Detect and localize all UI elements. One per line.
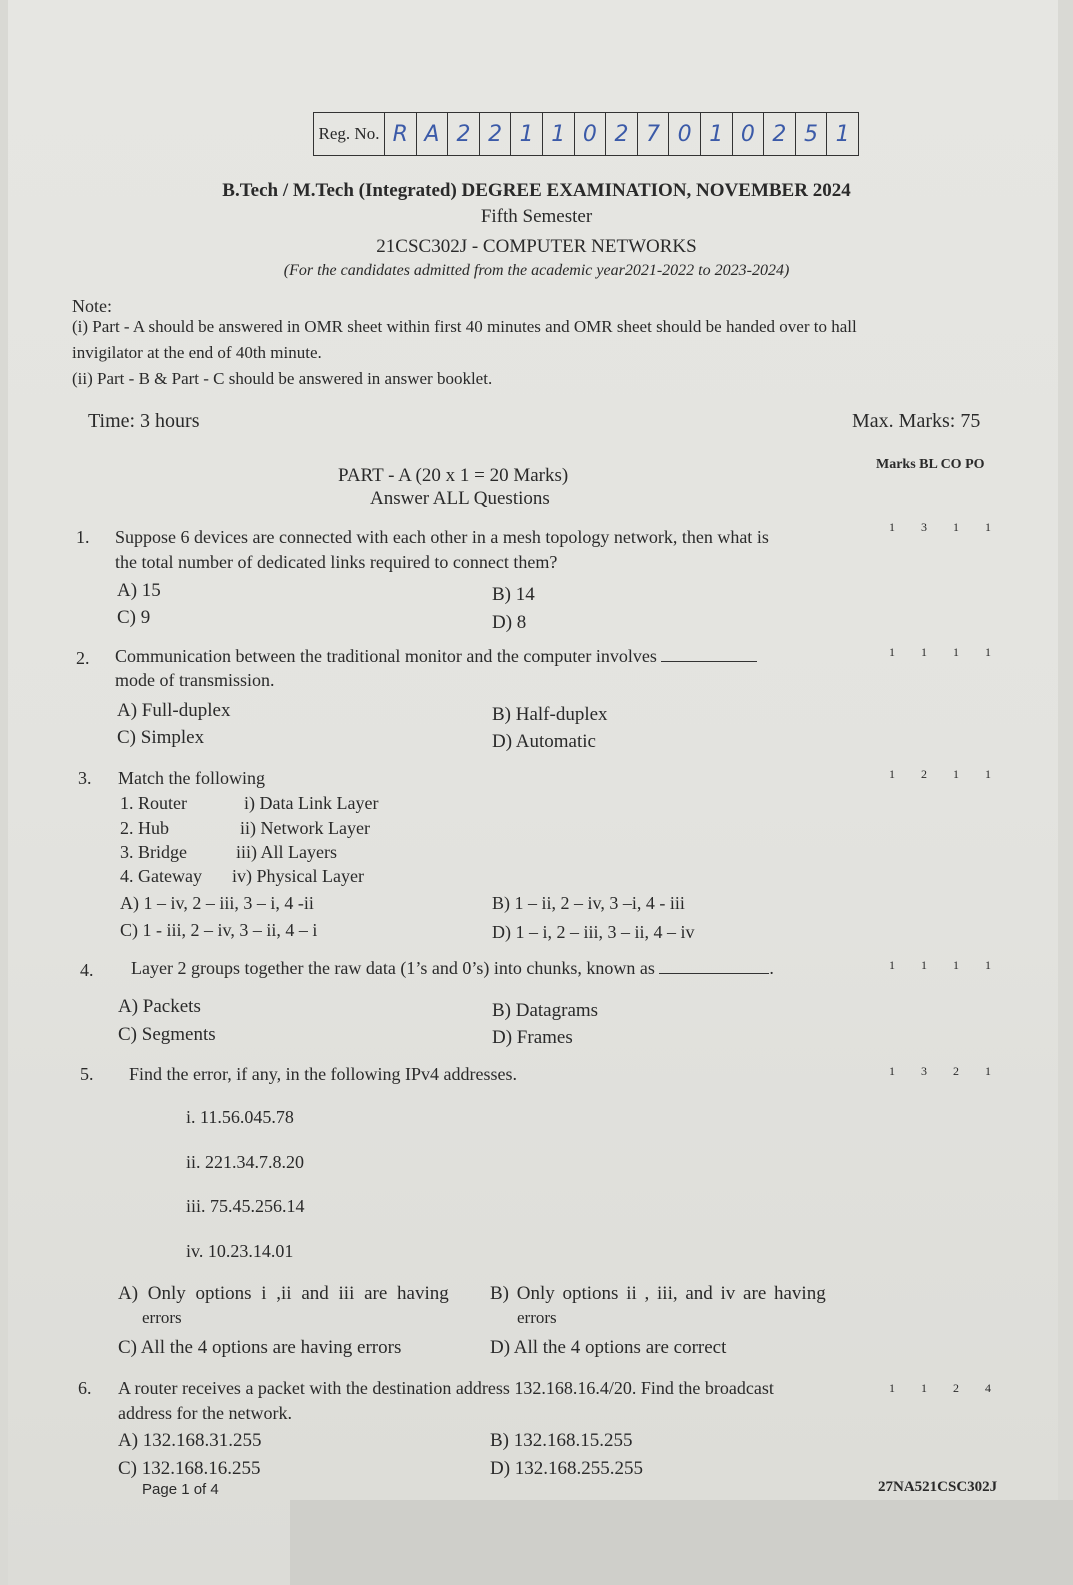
- option-d: D) Automatic: [492, 731, 596, 752]
- marks: 1: [889, 645, 895, 659]
- question-number: 3.: [78, 768, 92, 788]
- option-c: C) All the 4 options are having errors: [118, 1337, 402, 1358]
- question-text: Match the following: [118, 768, 265, 788]
- co: 1: [953, 958, 959, 972]
- option-c: C) 9: [117, 607, 151, 628]
- match-left: 1. Router: [120, 793, 187, 813]
- question-number: 1.: [76, 527, 90, 547]
- option-d: D) 8: [492, 612, 527, 633]
- question-text-cont: mode of transmission.: [115, 670, 275, 690]
- option-b: B) 132.168.15.255: [490, 1430, 633, 1451]
- option-a: A) 15: [117, 580, 161, 601]
- bl: 1: [921, 958, 927, 972]
- option-b: B) Only options ii , iii, and iv are having: [490, 1283, 826, 1304]
- reg-digit: 0: [733, 113, 765, 155]
- option-a: A) Only options i ,ii and iii are having: [118, 1283, 449, 1304]
- marks: 1: [889, 767, 895, 781]
- question-text: [115, 646, 757, 667]
- match-right: ii) Network Layer: [240, 818, 370, 838]
- marks-row: [876, 520, 1004, 535]
- reg-digit: 2: [764, 113, 796, 155]
- co: 2: [953, 1381, 959, 1395]
- ip-item: iv. 10.23.14.01: [186, 1241, 294, 1261]
- max-marks: Max. Marks: 75: [852, 410, 981, 432]
- ip-item: i. 11.56.045.78: [186, 1107, 294, 1127]
- match-left: 2. Hub: [120, 818, 169, 838]
- co: 2: [953, 1064, 959, 1078]
- bl: 3: [921, 520, 927, 534]
- note-line-2: (ii) Part - B & Part - C should be answered in answer booklet.: [72, 369, 493, 388]
- match-right: iii) All Layers: [236, 842, 337, 862]
- option-d: D) 1 – i, 2 – iii, 3 – ii, 4 – iv: [492, 922, 695, 942]
- question-text: Layer 2 groups together the raw data (1’s and 0’s) into chunks, known as .: [131, 958, 774, 978]
- marks-row: [876, 645, 1004, 660]
- co: 1: [953, 645, 959, 659]
- semester: Fifth Semester: [480, 206, 593, 227]
- option-d: D) 132.168.255.255: [490, 1458, 644, 1479]
- time-allowed: Time: 3 hours: [88, 410, 200, 432]
- background-shadow: [290, 1500, 1073, 1585]
- option-d: D) Frames: [492, 1027, 573, 1048]
- reg-digit: 0: [575, 113, 607, 155]
- reg-digit: 1: [835, 121, 850, 147]
- bl: 2: [921, 767, 927, 781]
- option-a: A) 132.168.31.255: [118, 1430, 262, 1451]
- po: 1: [985, 958, 991, 972]
- marks: 1: [889, 1381, 895, 1395]
- question-number: 4.: [80, 960, 94, 980]
- reg-digit: 2: [448, 113, 480, 155]
- po: 4: [985, 1381, 991, 1395]
- part-subtitle: Answer ALL Questions: [370, 488, 550, 509]
- course-title: 21CSC302J - COMPUTER NETWORKS: [376, 236, 697, 257]
- question-number: 2.: [76, 648, 90, 668]
- reg-number-box: [313, 112, 859, 156]
- match-left: 4. Gateway: [120, 866, 202, 886]
- reg-digit: A: [417, 113, 449, 155]
- match-right: iv) Physical Layer: [232, 866, 364, 886]
- note-line-1: (i) Part - A should be answered in OMR sheet within first 40 minutes and OMR sheet should be handed over to hall: [72, 317, 857, 336]
- reg-digit: 2: [606, 113, 638, 155]
- paper-code: 27NA521CSC302J: [878, 1479, 998, 1495]
- option-b: B) 14: [492, 584, 535, 605]
- marks-column-headers: Marks BL CO PO: [876, 457, 985, 472]
- note-line-1-cont: invigilator at the end of 40th minute.: [72, 343, 322, 362]
- reg-digit: 0: [669, 113, 701, 155]
- match-left: 3. Bridge: [120, 842, 187, 862]
- question-text-cont: the total number of dedicated links required to connect them?: [115, 552, 558, 572]
- marks-row: [876, 767, 1004, 782]
- option-d: D) All the 4 options are correct: [490, 1337, 727, 1358]
- option-a: A) Packets: [118, 996, 201, 1017]
- note-title: Note:: [72, 296, 112, 316]
- po: 1: [985, 1064, 991, 1078]
- option-b: B) 1 – ii, 2 – iv, 3 –i, 4 - iii: [492, 893, 685, 913]
- blank-line: [659, 973, 769, 974]
- bl: 1: [921, 1381, 927, 1395]
- part-title: PART - A (20 x 1 = 20 Marks): [338, 465, 569, 486]
- option-a: A) Full-duplex: [117, 700, 231, 721]
- po: 1: [985, 520, 991, 534]
- co: 1: [953, 520, 959, 534]
- question-number: 5.: [80, 1064, 94, 1084]
- ip-item: ii. 221.34.7.8.20: [186, 1152, 305, 1172]
- option-c: C) 132.168.16.255: [118, 1458, 261, 1479]
- reg-label: Reg. No.: [314, 113, 385, 155]
- reg-digit: 5: [796, 113, 828, 155]
- marks-row: [876, 958, 1004, 973]
- page-number: Page 1 of 4: [142, 1481, 219, 1498]
- question-text: Find the error, if any, in the following IPv4 addresses.: [129, 1064, 518, 1084]
- marks-row: [876, 1064, 1004, 1079]
- option-b-cont: errors: [517, 1308, 557, 1327]
- reg-digit: 1: [511, 113, 543, 155]
- marks: 1: [889, 520, 895, 534]
- po: 1: [985, 645, 991, 659]
- option-c: C) 1 - iii, 2 – iv, 3 – ii, 4 – i: [120, 920, 318, 940]
- reg-digit: 7: [638, 113, 670, 155]
- option-c: C) Segments: [118, 1024, 216, 1045]
- reg-digit: 1: [701, 113, 733, 155]
- reg-digit: 1: [543, 113, 575, 155]
- bl: 3: [921, 1064, 927, 1078]
- question-text-cont: address for the network.: [118, 1403, 292, 1423]
- bl: 1: [921, 645, 927, 659]
- option-b: B) Half-duplex: [492, 704, 608, 725]
- option-c: C) Simplex: [117, 727, 205, 748]
- exam-title: B.Tech / M.Tech (Integrated) DEGREE EXAMINATION, NOVEMBER 2024: [222, 180, 851, 201]
- applicability-note: (For the candidates admitted from the academic year2021-2022 to 2023-2024): [283, 262, 790, 279]
- reg-digit: R: [385, 113, 417, 155]
- question-text: Suppose 6 devices are connected with each other in a mesh topology network, then what is: [115, 527, 769, 547]
- match-right: i) Data Link Layer: [244, 793, 379, 813]
- option-a-cont: errors: [142, 1308, 182, 1327]
- option-a: A) 1 – iv, 2 – iii, 3 – i, 4 -ii: [120, 893, 314, 913]
- option-b: B) Datagrams: [492, 1000, 599, 1021]
- reg-digit: 2: [480, 113, 512, 155]
- question-text-part: Layer 2 groups together the raw data (1’s and 0’s) into chunks, known as: [131, 958, 655, 978]
- po: 1: [985, 767, 991, 781]
- question-text-part: Communication between the traditional monitor and the computer involves: [115, 646, 657, 666]
- blank-line: [661, 661, 757, 662]
- ip-item: iii. 75.45.256.14: [186, 1196, 305, 1216]
- marks: 1: [889, 958, 895, 972]
- question-number: 6.: [78, 1378, 92, 1398]
- co: 1: [953, 767, 959, 781]
- marks: 1: [889, 1064, 895, 1078]
- marks-row: [876, 1381, 1004, 1396]
- question-text: A router receives a packet with the destination address 132.168.16.4/20. Find the broadcast: [118, 1378, 774, 1398]
